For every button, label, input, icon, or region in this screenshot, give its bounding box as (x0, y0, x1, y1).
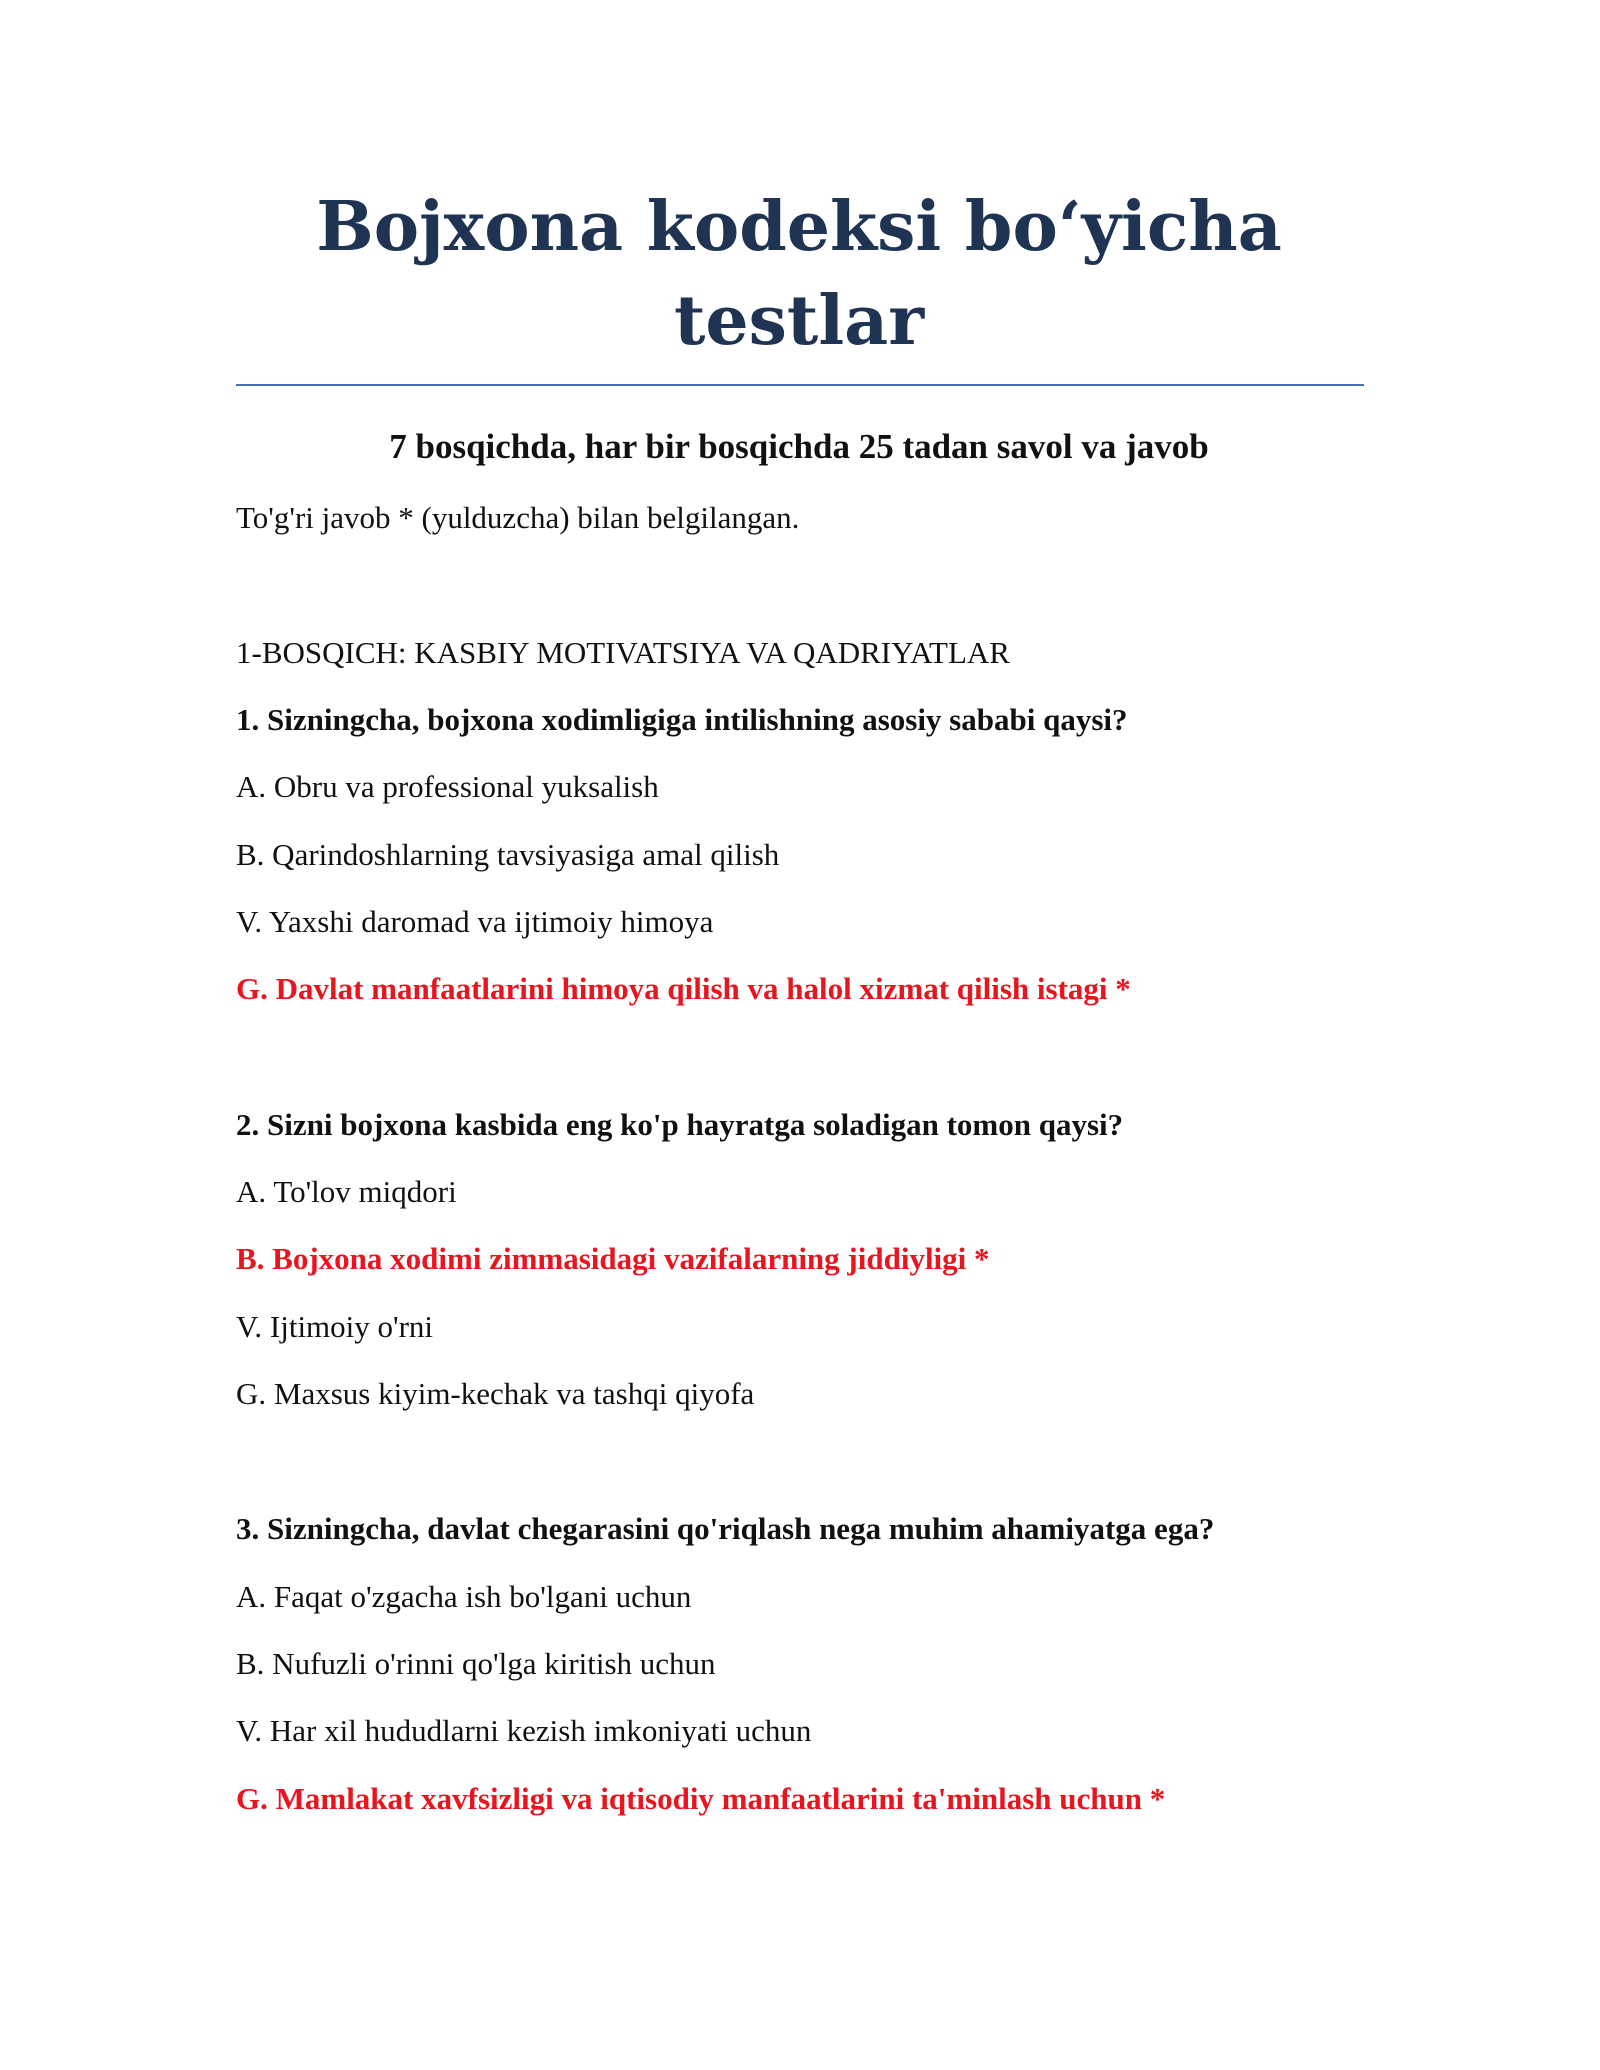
question-1-option-g-correct: G. Davlat manfaatlarini himoya qilish va halol xizmat qilish istagi * (236, 971, 1131, 1006)
question-3-option-g-correct: G. Mamlakat xavfsizligi va iqtisodiy manfaatlarini ta'minlash uchun * (236, 1781, 1166, 1816)
question-3-option-a: A. Faqat o'zgacha ish bo'lgani uchun (236, 1579, 692, 1614)
question-2-option-b-correct: B. Bojxona xodimi zimmasidagi vazifalarning jiddiyligi * (236, 1241, 990, 1276)
question-1-option-v: V. Yaxshi daromad va ijtimoiy himoya (236, 904, 714, 939)
section-heading: 1-BOSQICH: KASBIY MOTIVATSIYA VA QADRIYATLAR (236, 635, 1010, 670)
question-3-option-b: B. Nufuzli o'rinni qo'lga kiritish uchun (236, 1646, 716, 1681)
question-1-text: 1. Sizningcha, bojxona xodimligiga intilishning asosiy sababi qaysi? (236, 702, 1128, 737)
question-3-text: 3. Sizningcha, davlat chegarasini qo'riqlash nega muhim ahamiyatga ega? (236, 1511, 1215, 1546)
title-divider (236, 384, 1364, 386)
question-1-option-b: B. Qarindoshlarning tavsiyasiga amal qilish (236, 837, 780, 872)
question-1-option-a: A. Obru va professional yuksalish (236, 769, 659, 804)
question-2-option-v: V. Ijtimoiy o'rni (236, 1309, 434, 1344)
document-subtitle: 7 bosqichda, har bir bosqichda 25 tadan savol va javob (389, 427, 1209, 466)
question-2-text: 2. Sizni bojxona kasbida eng ko'p hayratga soladigan tomon qaysi? (236, 1107, 1124, 1142)
question-2-option-g: G. Maxsus kiyim-kechak va tashqi qiyofa (236, 1376, 755, 1411)
answer-key-note: To'g'ri javob * (yulduzcha) bilan belgilangan. (236, 500, 800, 535)
question-3-option-v: V. Har xil hududlarni kezish imkoniyati uchun (236, 1713, 812, 1748)
question-2-option-a: A. To'lov miqdori (236, 1174, 457, 1209)
document-title: Bojxona kodeksi bo‘yicha testlar (316, 187, 1282, 361)
